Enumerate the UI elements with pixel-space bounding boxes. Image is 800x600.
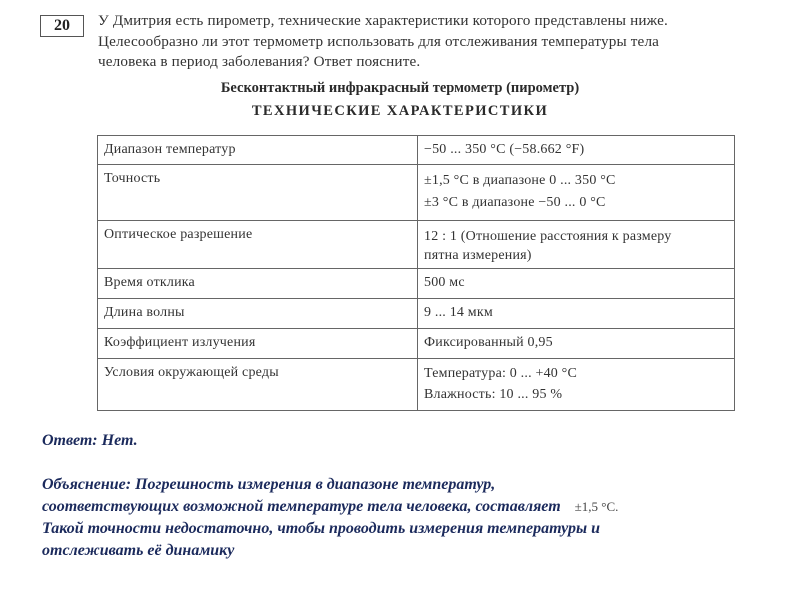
question-number: 20 (40, 15, 84, 37)
question-line: У Дмитрия есть пирометр, технические характеристики которого представлены ниже. (98, 12, 668, 29)
question-text (98, 11, 778, 73)
table-title: Бесконтактный инфракрасный термометр (пирометр) (220, 80, 580, 96)
table-row (98, 269, 735, 299)
spec-value: Фиксированный 0,95 (418, 329, 735, 359)
spec-value: −50 ... 350 °C (−58.662 °F) (418, 136, 735, 165)
explanation-line: соответствующих возможной температуре тела человека, составляет ±1,5 °C. (42, 498, 619, 515)
table-row (98, 136, 735, 165)
accuracy-value: ±1,5 °C. (574, 499, 619, 514)
table-row (98, 329, 735, 359)
table-row (98, 221, 735, 269)
spec-key: Время отклика (98, 269, 418, 299)
spec-value: 12 : 1 (Отношение расстояния к размеру пятна измерения) (418, 221, 735, 269)
answer-block (42, 430, 782, 562)
table-row (98, 359, 735, 411)
spec-value: 500 мс (418, 269, 735, 299)
spec-key: Диапазон температур (98, 136, 418, 165)
spec-value: 9 ... 14 мкм (418, 299, 735, 329)
table-row (98, 165, 735, 221)
spec-value: Температура: 0 ... +40 °C Влажность: 10 ... 95 % (418, 359, 735, 411)
question-line: человека в период заболевания? Ответ поясните. (98, 53, 421, 70)
spec-key: Точность (98, 165, 418, 221)
table-subtitle: ТЕХНИЧЕСКИЕ ХАРАКТЕРИСТИКИ (251, 103, 549, 119)
specs-table (97, 135, 735, 411)
spec-key: Условия окружающей среды (98, 359, 418, 411)
spec-key: Длина волны (98, 299, 418, 329)
spec-value: ±1,5 °C в диапазоне 0 ... 350 °C ±3 °C в диапазоне −50 ... 0 °C (418, 165, 735, 221)
explanation-line: Объяснение: Погрешность измерения в диапазоне температур, (42, 476, 496, 493)
explanation-line: Такой точности недостаточно, чтобы проводить измерения температуры и (42, 520, 601, 537)
answer-line: Ответ: Нет. (42, 432, 138, 449)
spec-key: Оптическое разрешение (98, 221, 418, 269)
question-line: Целесообразно ли этот термометр использовать для отслеживания температуры тела (98, 32, 660, 50)
explanation-line: отслеживать её динамику (42, 542, 235, 559)
spec-key: Коэффициент излучения (98, 329, 418, 359)
table-row (98, 299, 735, 329)
